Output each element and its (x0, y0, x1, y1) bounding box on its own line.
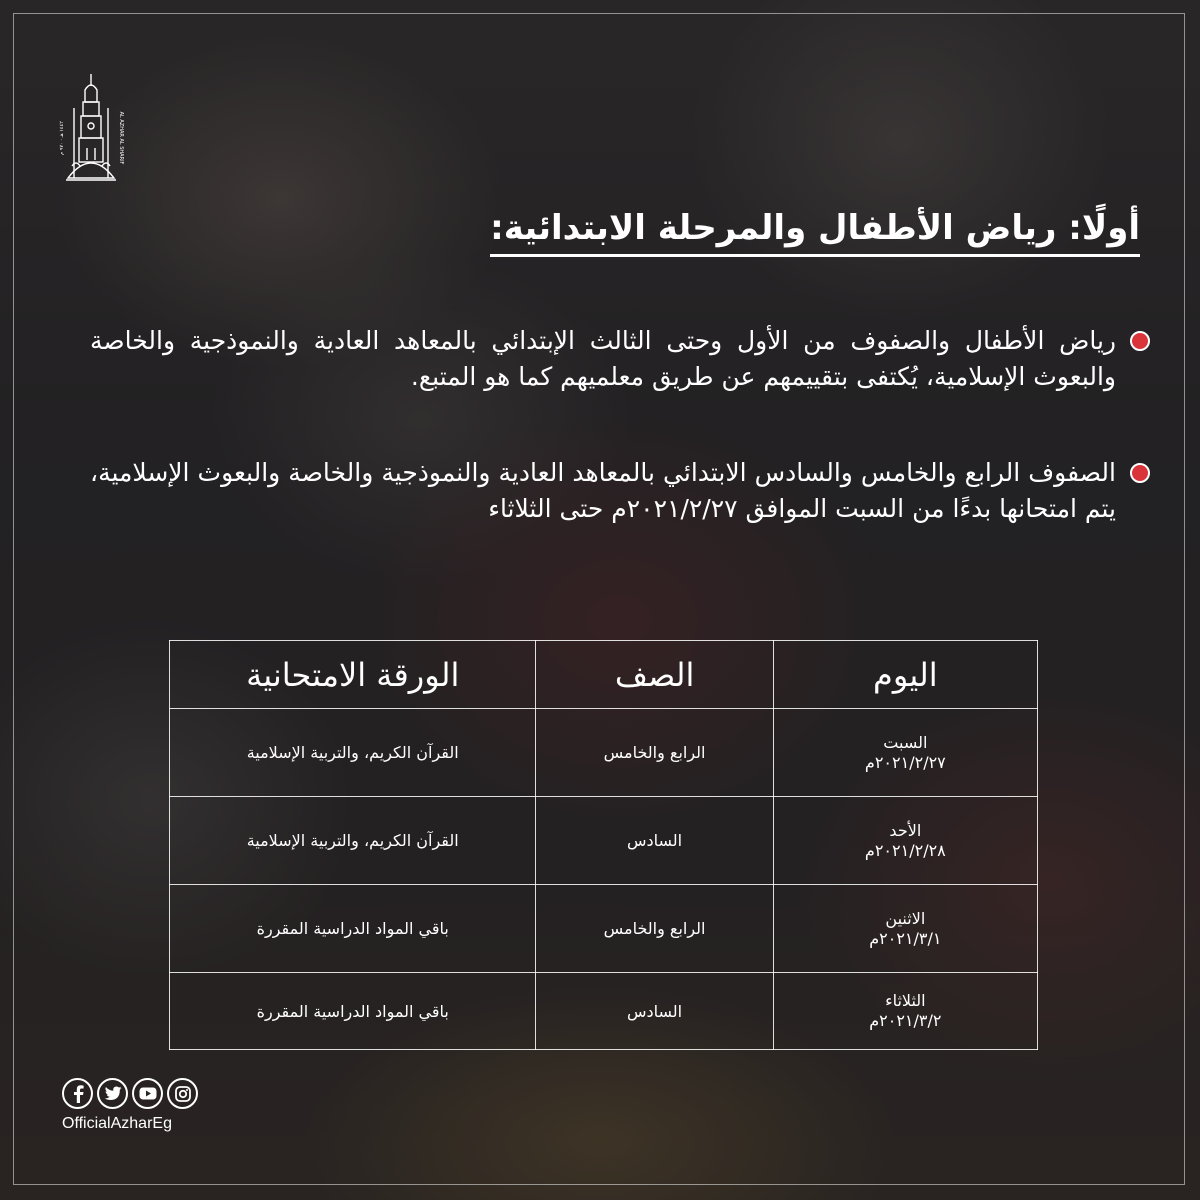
header-paper: الورقة الامتحانية (170, 641, 536, 709)
al-azhar-logo (56, 68, 126, 198)
cell-paper: القرآن الكريم، والتربية الإسلامية (170, 709, 536, 797)
day-date: ٢٠٢١/٢/٢٨م (864, 840, 946, 860)
bullet-text: الصفوف الرابع والخامس والسادس الابتدائي بالمعاهد العادية والنموذجية والخاصة والبعوث الإسلامية، يتم امتحانها بدءًا من السبت الموافق ٢٠٢١/٢/٢٧م حتى الثلاثاء (90, 458, 1116, 523)
svg-text:AL AZHAR AL SHARIF: AL AZHAR AL SHARIF (118, 111, 124, 165)
cell-grade: الرابع والخامس (536, 885, 773, 973)
cell-day (773, 709, 1037, 797)
bullet-text: رياض الأطفال والصفوف من الأول وحتى الثالث الإبتدائي بالمعاهد العادية والنموذجية والخاصة والبعوث الإسلامية، يُكتفى بتقييمهم عن طريق معلميهم كما هو المتبع. (90, 326, 1116, 391)
bullet-dot-icon (1130, 463, 1150, 483)
header-grade: الصف (536, 641, 773, 709)
day-name: الاثنين (885, 908, 926, 928)
cell-day (773, 797, 1037, 885)
cell-day (773, 973, 1037, 1050)
youtube-icon[interactable] (132, 1078, 163, 1109)
table-row (170, 709, 1038, 797)
table-row (170, 797, 1038, 885)
table-header-row (170, 641, 1038, 709)
table-row (170, 973, 1038, 1050)
day-date: ٢٠٢١/٣/١م (869, 928, 942, 948)
cell-paper: باقي المواد الدراسية المقررة (170, 973, 536, 1050)
cell-day (773, 885, 1037, 973)
bullet-item (90, 323, 1150, 395)
cell-grade: السادس (536, 973, 773, 1050)
social-handle[interactable]: OfficialAzharEg (62, 1115, 172, 1132)
section-title: أولًا: رياض الأطفال والمرحلة الابتدائية: (490, 208, 1140, 257)
cell-grade: السادس (536, 797, 773, 885)
day-name: الأحد (889, 820, 922, 840)
cell-paper: القرآن الكريم، والتربية الإسلامية (170, 797, 536, 885)
svg-text:١٤٤٢ هـ · ٩٧٠ م: ١٤٤٢ هـ · ٩٧٠ م (59, 121, 65, 155)
day-date: ٢٠٢١/٢/٢٧م (864, 752, 946, 772)
header-day: اليوم (773, 641, 1037, 709)
cell-paper: باقي المواد الدراسية المقررة (170, 885, 536, 973)
day-date: ٢٠٢١/٣/٢م (869, 1011, 942, 1030)
twitter-icon[interactable] (97, 1078, 128, 1109)
exam-schedule-table (169, 640, 1038, 1050)
day-name: الثلاثاء (885, 991, 926, 1010)
cell-grade: الرابع والخامس (536, 709, 773, 797)
bullet-dot-icon (1130, 331, 1150, 351)
table-row (170, 885, 1038, 973)
instagram-icon[interactable] (167, 1078, 198, 1109)
social-links (62, 1078, 212, 1133)
facebook-icon[interactable] (62, 1078, 93, 1109)
day-name: السبت (883, 732, 928, 752)
social-icons (62, 1078, 212, 1109)
bullet-item (90, 455, 1150, 527)
